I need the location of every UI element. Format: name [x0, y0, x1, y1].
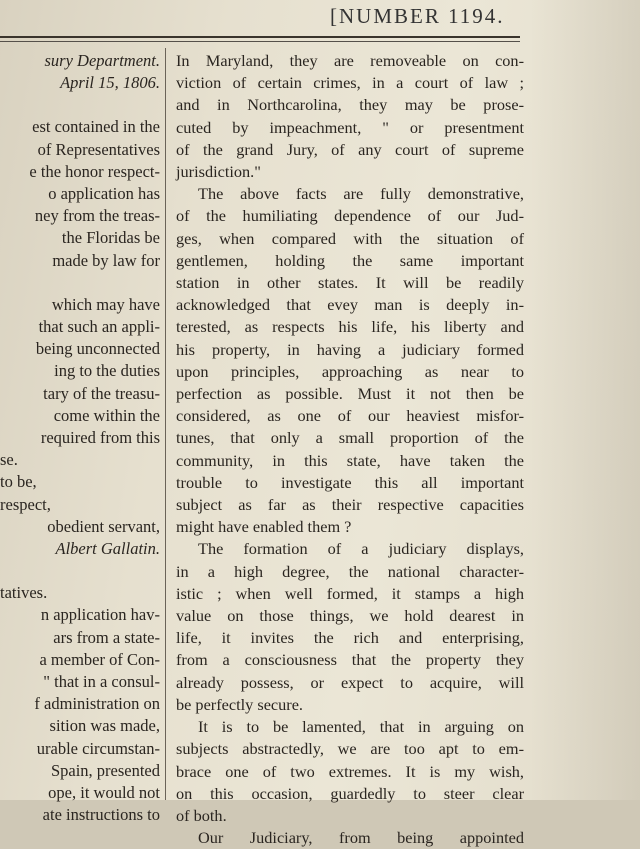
text-line: The formation of a judiciary displays,: [198, 539, 524, 559]
text-line: It is to be lamented, that in arguing on: [198, 717, 524, 737]
text-line: in a high degree, the national character-: [176, 561, 524, 581]
text-line: respect,: [0, 494, 51, 514]
header-rule-thin: [0, 41, 520, 42]
text-line: obedient servant,: [47, 516, 160, 536]
text-line: urable circumstan-: [36, 738, 160, 758]
text-line: required from this: [40, 428, 160, 448]
text-line: already possess, or expect to acquire, will: [176, 672, 524, 692]
text-line: of the grand Jury, of any court of supreme: [176, 139, 524, 159]
column-divider: [165, 48, 166, 800]
text-line: come within the: [53, 405, 160, 425]
text-line: subjects abstractedly, we are too apt to em-: [176, 739, 524, 759]
text-line: " that in a consul-: [43, 672, 160, 692]
text-line: tatives.: [0, 583, 48, 603]
text-line: upon principles, approaching as near to: [176, 361, 524, 381]
text-line: to be,: [0, 472, 37, 492]
text-line: that such an appli-: [38, 317, 160, 337]
text-line: from a consciousness that the property they: [176, 650, 524, 670]
text-line: acknowledged that evey man is deeply in-: [176, 295, 524, 315]
right-column: [176, 50, 524, 849]
text-line: of the humiliating dependence of our Jud-: [176, 206, 524, 226]
text-line: of both.: [176, 805, 227, 825]
text-line: be perfectly secure.: [176, 694, 304, 714]
text-line: [0, 272, 160, 294]
text-line: The above facts are fully demonstrative,: [198, 184, 524, 204]
text-line: made by law for: [52, 250, 160, 270]
text-line: and in Northcarolina, they may be prose-: [176, 95, 524, 115]
text-line: which may have: [51, 294, 160, 314]
text-line: terested, as respects his life, his liberty and: [176, 317, 524, 337]
text-line: Our Judiciary, from being appointed: [198, 828, 524, 848]
text-line: n application hav-: [40, 605, 160, 625]
text-line: viction of certain crimes, in a court of law ;: [176, 73, 524, 93]
text-line: [0, 560, 160, 582]
text-line: ope, it would not: [48, 783, 160, 803]
text-line: trouble to investigate this all important: [176, 472, 524, 492]
text-line: brace one of two extremes. It is my wish,: [176, 761, 524, 781]
text-line: sury Department.: [44, 51, 160, 70]
text-line: tary of the treasu-: [43, 383, 160, 403]
text-line: cuted by impeachment, " or presentment: [176, 117, 524, 137]
text-line: gentlemen, holding the same important: [176, 250, 524, 270]
text-line: life, it invites the rich and enterprising,: [176, 628, 524, 648]
text-line: being unconnected: [35, 339, 160, 359]
text-line: jurisdiction.": [176, 162, 261, 182]
text-line: value on those things, we hold dearest in: [176, 606, 524, 626]
text-line: perfection as possible. Must it not then be: [176, 384, 524, 404]
text-line: might have enabled them ?: [176, 517, 352, 537]
text-line: Spain, presented: [50, 760, 160, 780]
text-line: o application has: [48, 184, 160, 204]
text-line: his property, in having a judiciary formed: [176, 339, 524, 359]
text-line: April 15, 1806.: [60, 73, 160, 93]
text-line: In Maryland, they are removeable on con-: [176, 51, 524, 70]
text-line: ate instructions to: [42, 805, 160, 825]
text-line: ars from a state-: [53, 627, 160, 647]
text-line: e the honor respect-: [29, 161, 160, 181]
text-line: station in other states. It will be readily: [176, 273, 524, 293]
text-line: on this occasion, guardedly to steer clear: [176, 783, 524, 803]
issue-number: [NUMBER 1194.: [330, 4, 505, 28]
text-line: community, in this state, have taken the: [176, 450, 524, 470]
text-line: [0, 94, 160, 116]
page-shadow: [530, 0, 640, 800]
text-line: tunes, that only a small proportion of the: [176, 428, 524, 448]
text-line: se.: [0, 450, 18, 470]
text-line: the Floridas be: [61, 228, 160, 248]
text-line: subject as far as their respective capacities: [176, 495, 524, 515]
text-line: istic ; when well formed, it stamps a high: [176, 583, 524, 603]
left-column: [0, 50, 160, 827]
text-line: considered, as one of our heaviest misfor-: [176, 406, 524, 426]
text-line: a member of Con-: [39, 649, 160, 669]
text-line: f administration on: [34, 694, 160, 714]
text-line: of Representatives: [37, 139, 160, 159]
text-line: ges, when compared with the situation of: [176, 228, 524, 248]
text-line: Albert Gallatin.: [55, 539, 160, 559]
text-line: sition was made,: [49, 716, 160, 736]
text-line: est contained in the: [32, 117, 160, 137]
text-line: ing to the duties: [54, 361, 160, 381]
text-line: ney from the treas-: [34, 206, 160, 226]
header-rule: [0, 36, 520, 38]
